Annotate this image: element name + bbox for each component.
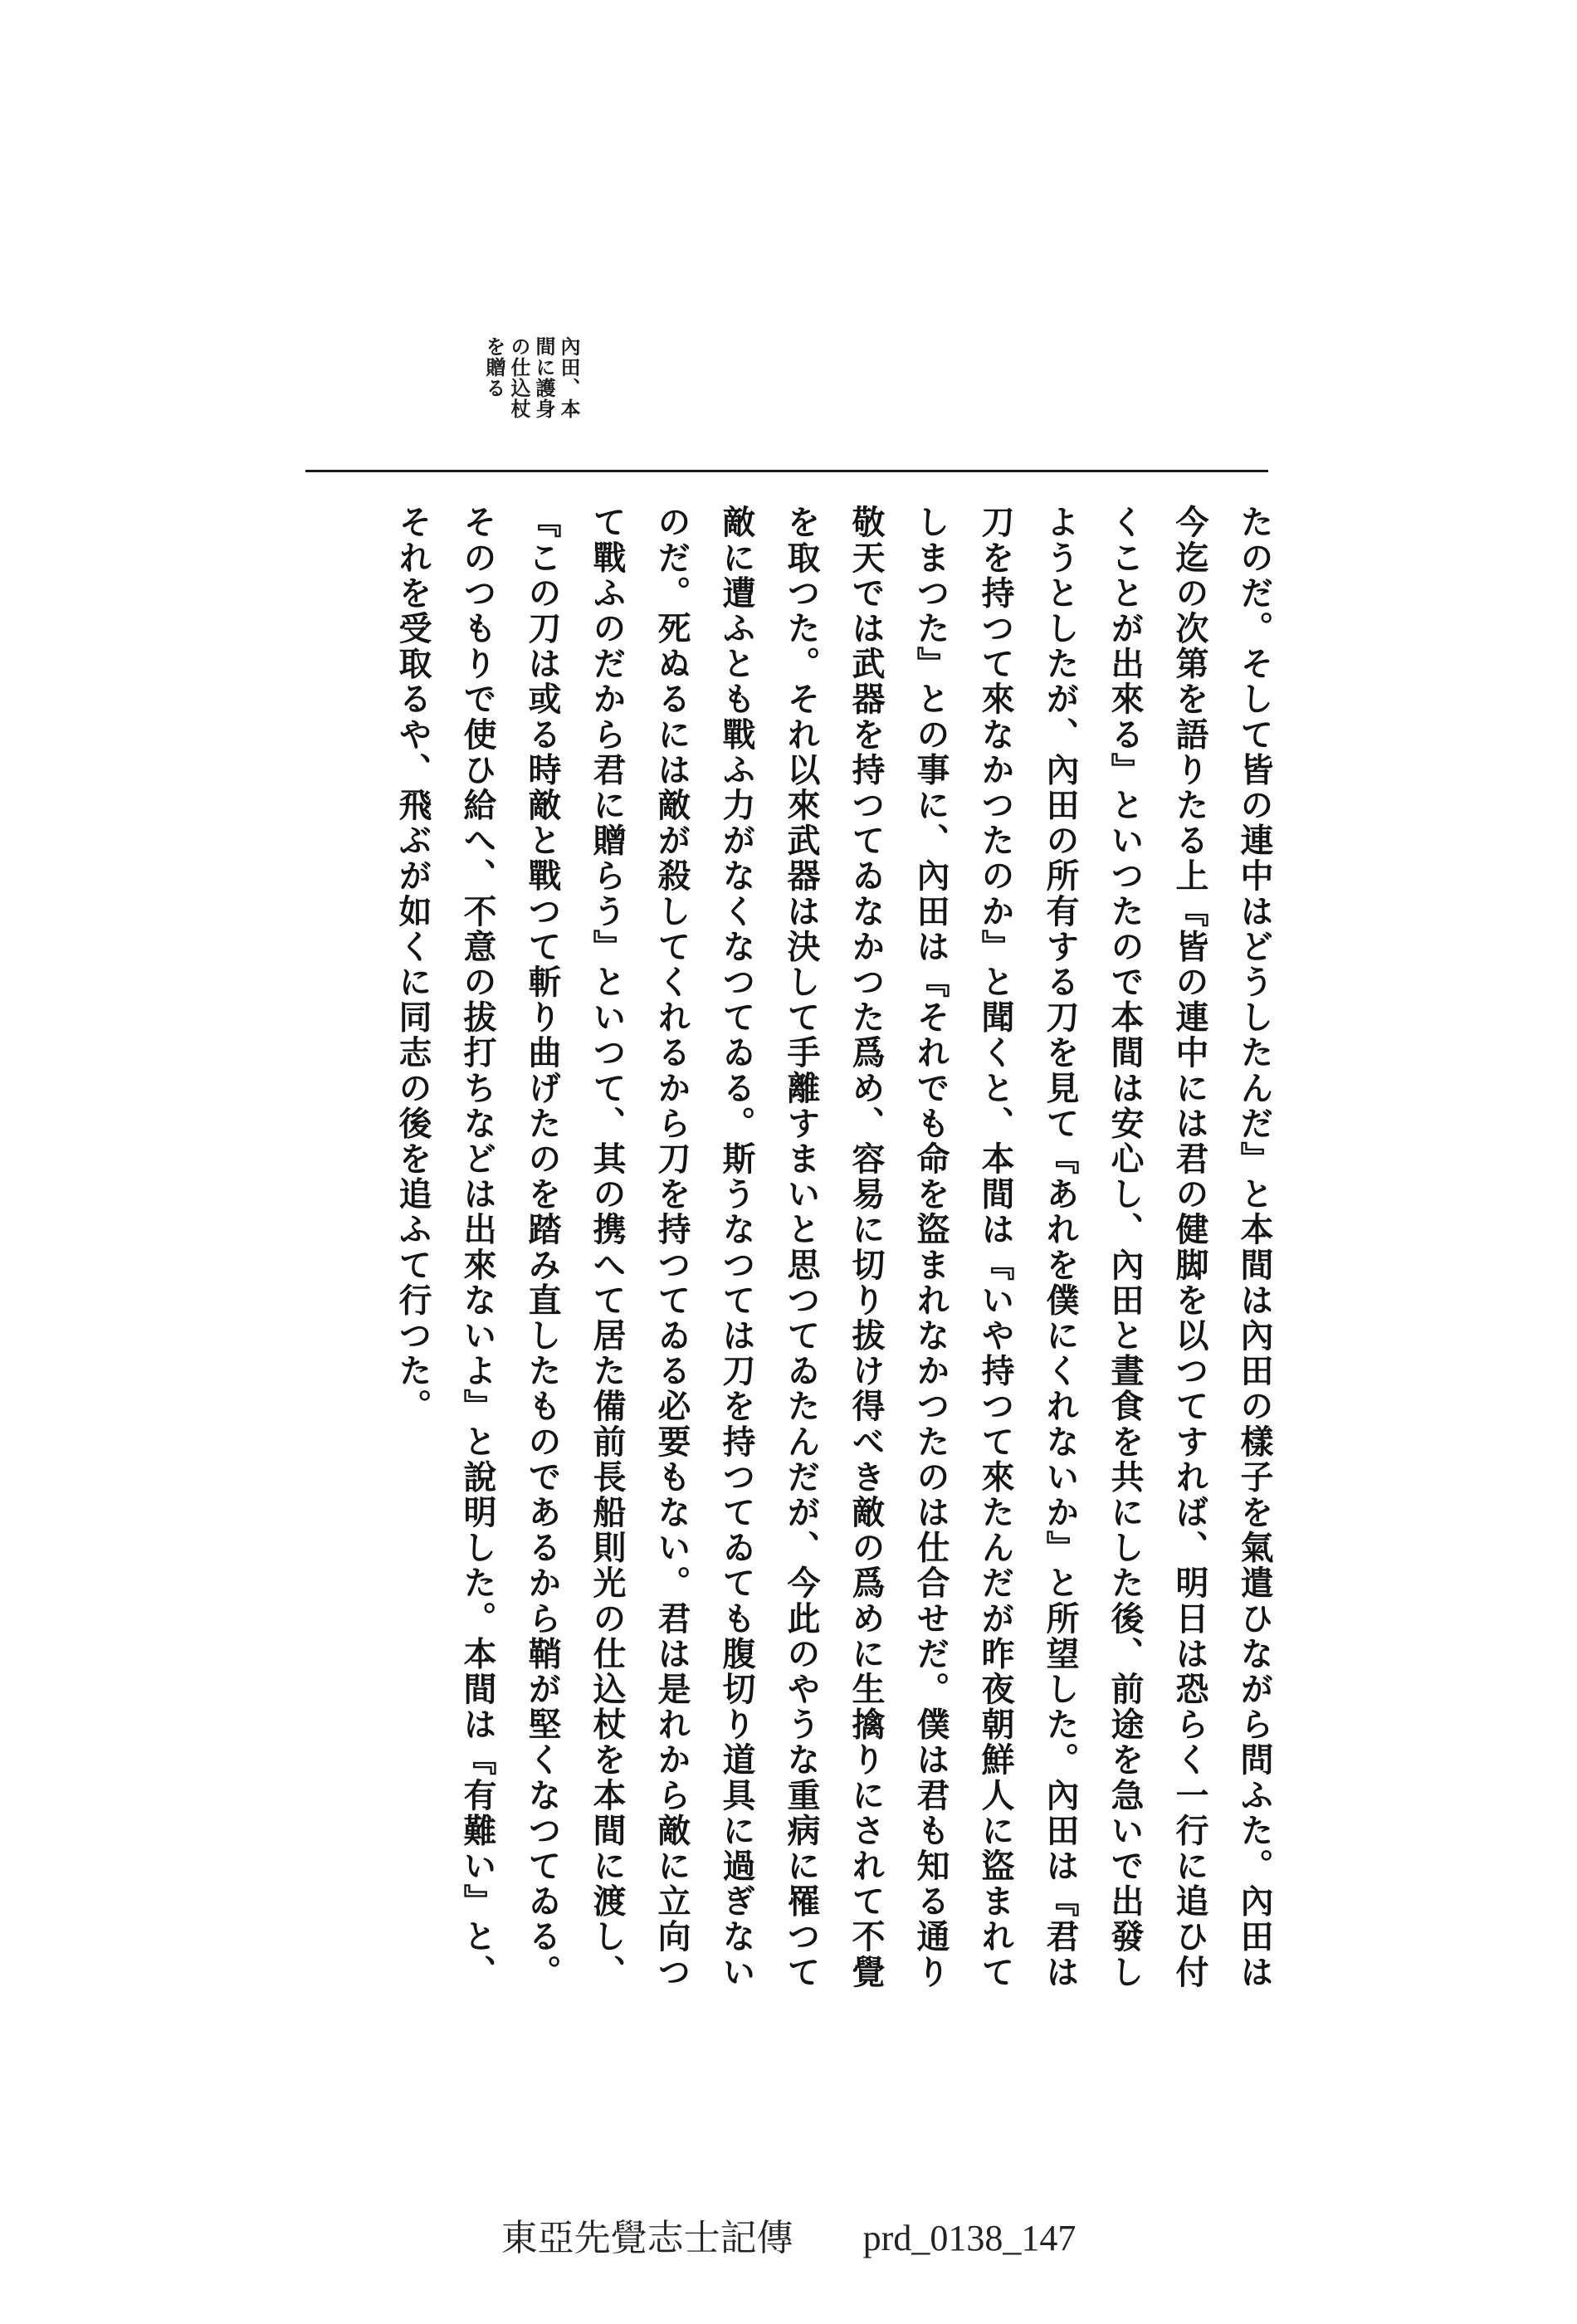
text-column: そのつもりで使ひ給へ、不意の拔打ちなどは出來ないよ』と說明した。本間は『有難い』と、 [458, 505, 497, 1990]
text-column: それを受取るや、飛ぶが如くに同志の後を追ふて行つた。 [393, 505, 432, 1424]
headnote-line: 間に護身 [532, 336, 556, 419]
text-column: くことが出來る』といつたので本間は安心し、內田と晝食を共にした後、前途を急いで出發し [1106, 505, 1145, 1990]
header-rule [305, 470, 1268, 472]
text-column: 敵に遭ふとも戰ふ力がなくなつてゐる。斯うなつては刀を持つてゐても腹切り道具に過ぎない [717, 505, 756, 1990]
text-column: しまつた』との事に、內田は『それでも命を盜まれなかつたのは仕合せだ。僕は君も知る通り [911, 505, 950, 1990]
text-column: を取つた。それ以來武器は決して手離すまいと思つてゐたんだが、今此のやうな重病に罹つて [782, 505, 821, 1990]
text-column: て戰ふのだから君に贈らう』といつて、其の携へて居た備前長船則光の仕込杖を本間に渡し、 [588, 505, 627, 1990]
text-column: のだ。死ぬるには敵が殺してくれるから刀を持つてゐる必要もない。君は是れから敵に立向つ [652, 505, 691, 1990]
page-code: prd_0138_147 [862, 2218, 1077, 2258]
headnote-line: 內田、本 [557, 336, 581, 419]
text-column: 今迄の次第を語りたる上『皆の連中には君の健脚を以つてすれば、明日は恐らく一行に追ひ付 [1170, 505, 1209, 1990]
text-column: 刀を持つて來なかつたのか』と聞くと、本間は『いや持つて來たんだが昨夜朝鮮人に盜まれて [976, 505, 1015, 1990]
text-column: 敬天では武器を持つてゐなかつた爲め、容易に切り拔け得べき敵の爲めに生擒りにされて不覺 [847, 505, 886, 1990]
text-column: 『この刀は或る時敵と戰つて斬り曲げたのを踏み直したものであるから鞘が堅くなつてゐる。 [523, 505, 562, 1990]
marginal-headnote [481, 336, 581, 444]
page-footer [0, 2208, 1577, 2261]
vertical-body-text [299, 505, 1286, 1990]
headnote-line: を贈る [482, 336, 506, 398]
text-column: ようとしたが、內田の所有する刀を見て『あれを僕にくれないか』と所望した。內田は『君は [1041, 505, 1080, 1990]
text-column: たのだ。そして皆の連中はどうしたんだ』と本間は內田の樣子を氣遣ひながら問ふた。內田は [1235, 505, 1274, 1990]
headnote-line: の仕込杖 [507, 336, 531, 419]
book-title: 東亞先覺志士記傳 [500, 2217, 793, 2259]
